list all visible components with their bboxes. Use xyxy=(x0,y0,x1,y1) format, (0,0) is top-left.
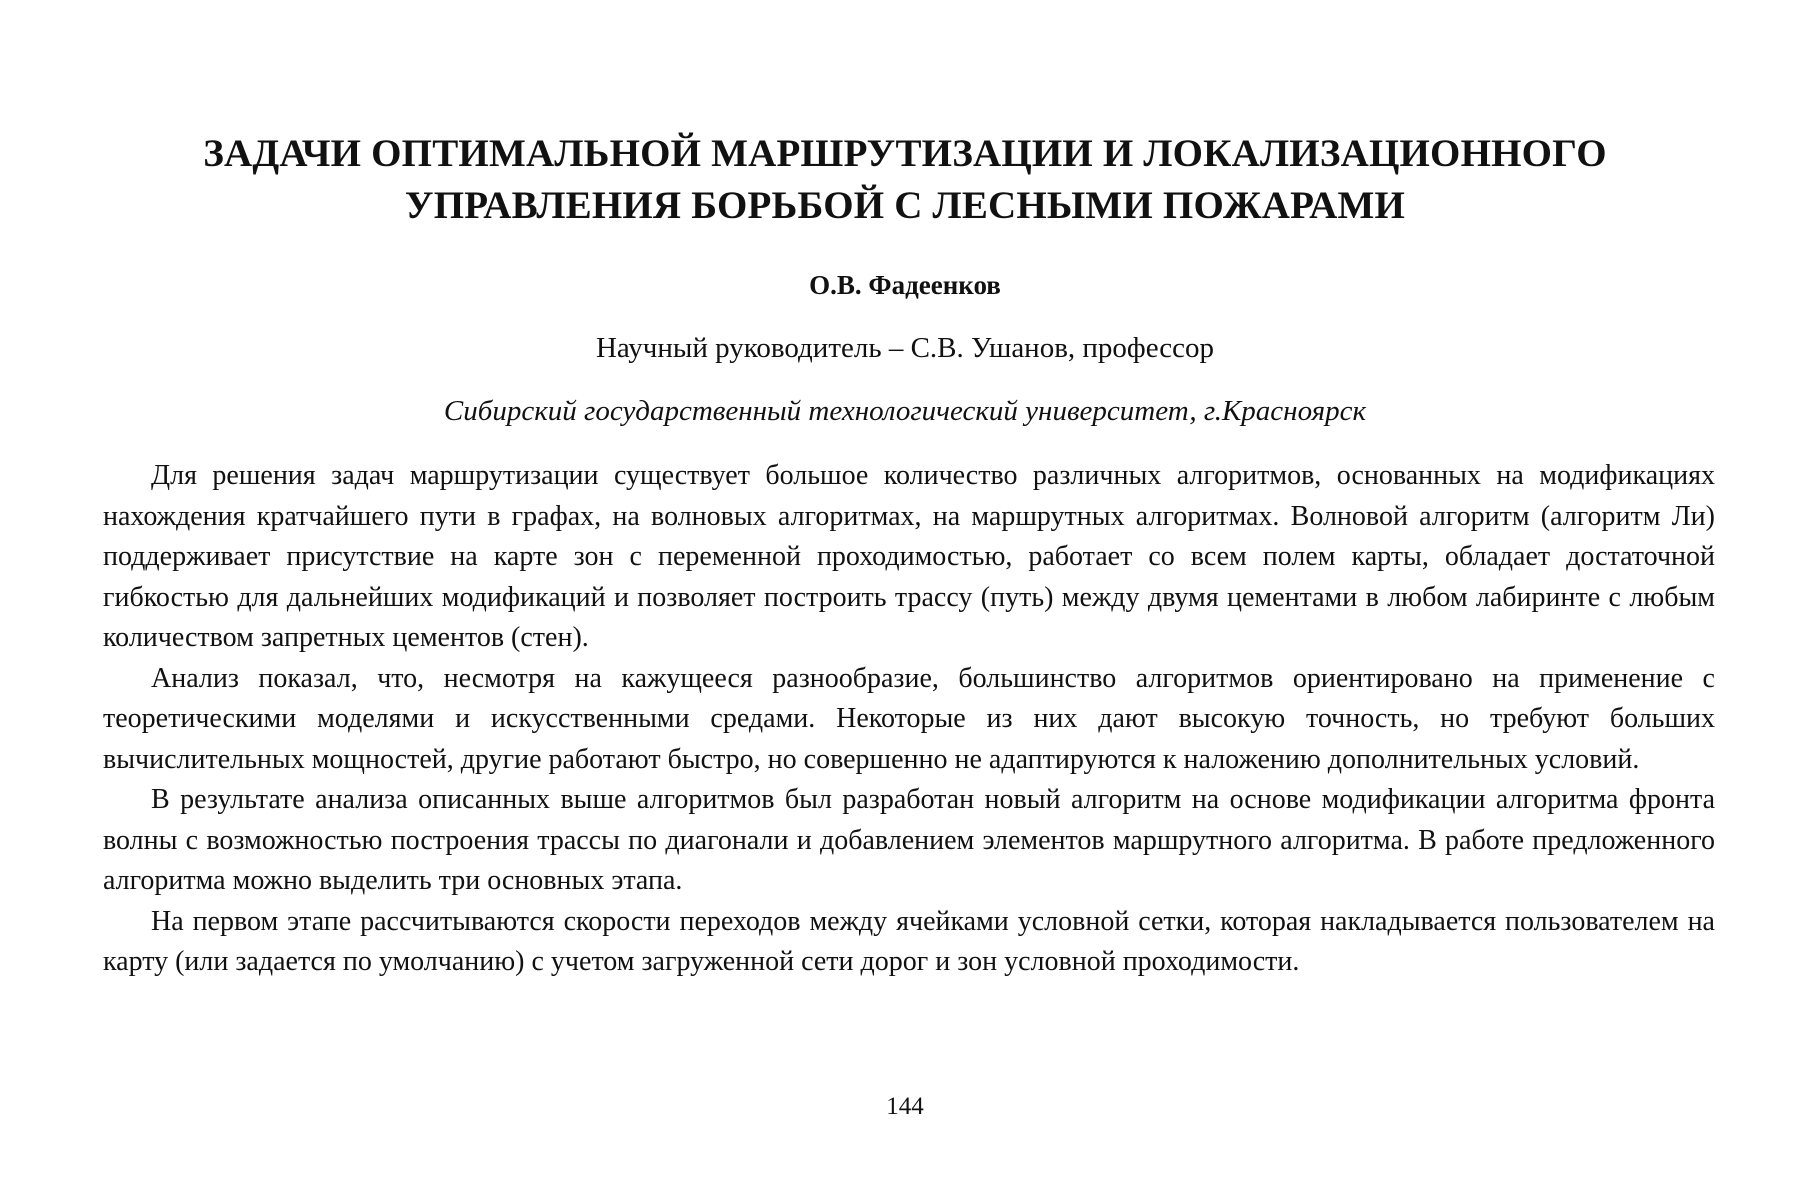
paragraph: Анализ показал, что, несмотря на кажущееся разнообразие, большинство алгоритмов ориентировано на применение с теоретическими моделями и искусственными средами. Некоторые из них дают высокую точность, но требуют больших вычислительных мощностей, другие работают быстро, но совершенно не адаптируются к наложению дополнительных условий. xyxy=(103,662,1715,775)
author-name: О.В. Фадеенков xyxy=(809,270,1001,300)
article-body xyxy=(103,456,1715,983)
affiliation: Сибирский государственный технологический университет, г.Красноярск xyxy=(443,395,1367,427)
paragraph: На первом этапе рассчитываются скорости переходов между ячейками условной сетки, которая накладывается пользователем на карту (или задается по умолчанию) с учетом загруженной сети дорог и зон условной проходимости. xyxy=(103,905,1715,977)
title-line-1: ЗАДАЧИ ОПТИМАЛЬНОЙ МАРШРУТИЗАЦИИ И ЛОКАЛИЗАЦИОННОГО xyxy=(203,132,1607,175)
article-title xyxy=(100,128,1710,232)
paragraph: В результате анализа описанных выше алгоритмов был разработан новый алгоритм на основе модификации алгоритма фронта волны с возможностью построения трассы по диагонали и добавлением элементов маршрутного алгоритма. В работе предложенного алгоритма можно выделить три основных этапа. xyxy=(103,784,1715,896)
scientific-advisor: Научный руководитель – С.В. Ушанов, профессор xyxy=(595,332,1215,364)
title-line-2: УПРАВЛЕНИЯ БОРЬБОЙ С ЛЕСНЫМИ ПОЖАРАМИ xyxy=(404,184,1406,227)
paragraph: Для решения задач маршрутизации существует большое количество различных алгоритмов, основанных на модификациях нахождения кратчайшего пути в графах, на волновых алгоритмах, на маршрутных алгоритмах. Волновой алгоритм (алгоритм Ли) поддерживает присутствие на карте зон с переменной проходимостью, работает со всем полем карты, обладает достаточной гибкостью для дальнейших модификаций и позволяет построить трассу (путь) между двумя цементами в любом лабиринте с любым количеством запретных цементов (стен). xyxy=(103,460,1715,653)
page-number: 144 xyxy=(886,1093,924,1120)
